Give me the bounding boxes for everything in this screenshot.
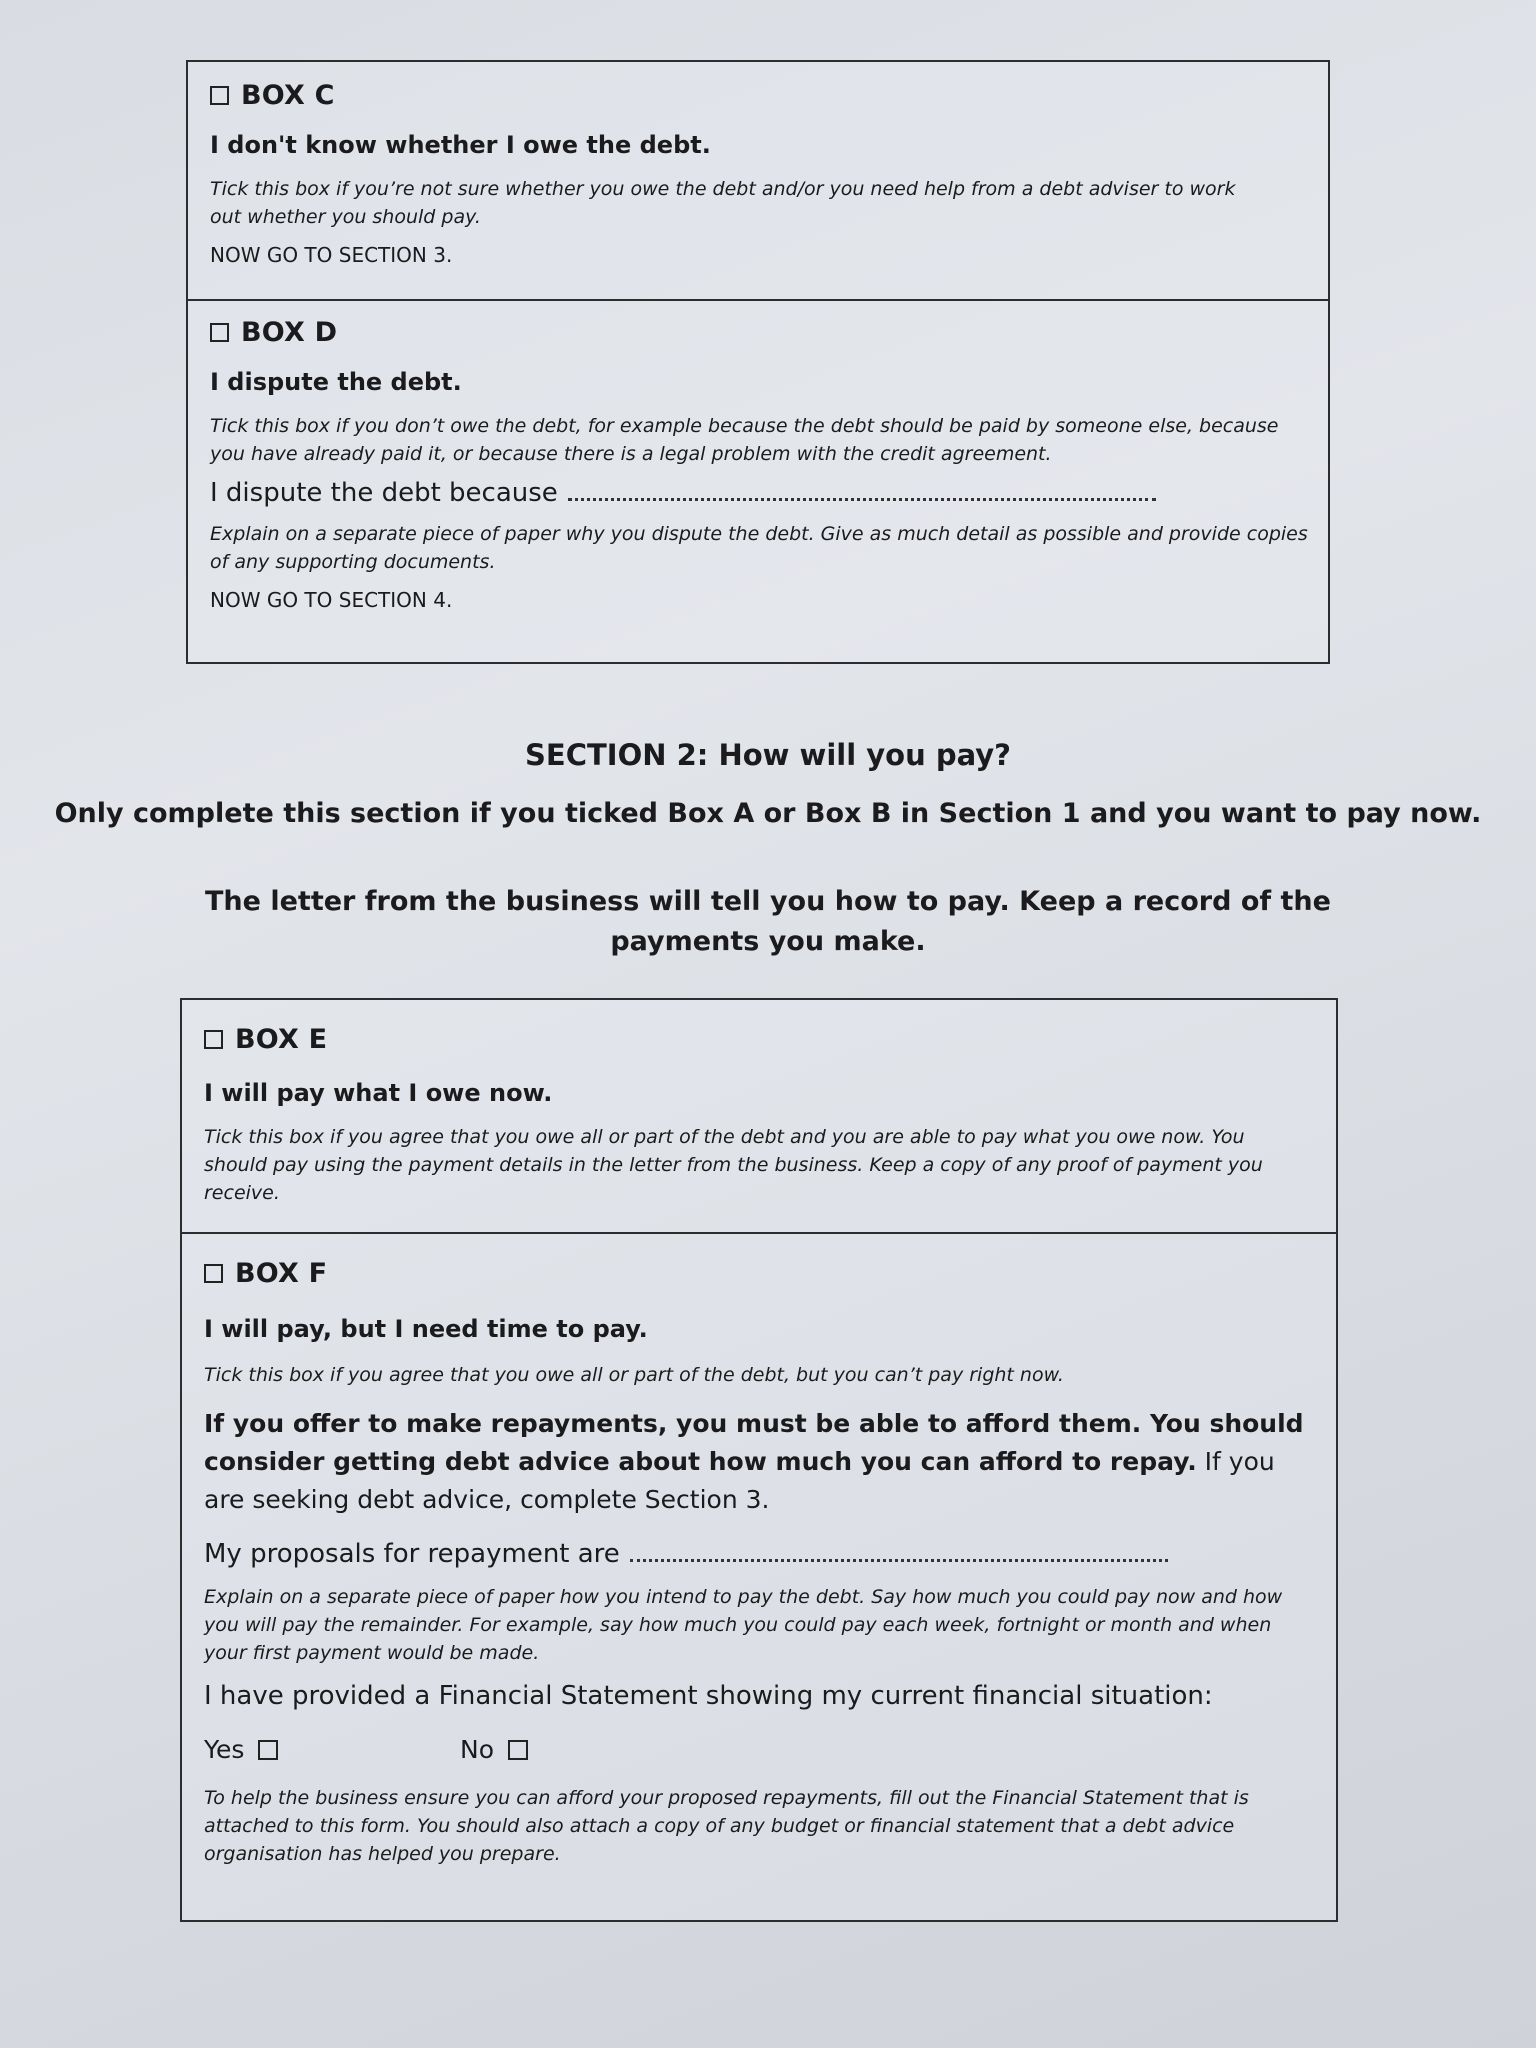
box-f-title: BOX F — [235, 1258, 328, 1289]
box-f-section — [182, 1232, 1336, 1920]
box-d-hint: Tick this box if you don’t owe the debt, for example because the debt should be paid by someone else, because you have already paid it, or because there is a legal problem with the credit agreement. — [210, 415, 1279, 465]
repayment-proposal-label: My proposals for repayment are — [204, 1539, 620, 1569]
box-e-title: BOX E — [235, 1024, 328, 1055]
box-e-checkbox[interactable] — [204, 1030, 223, 1049]
financial-statement-question: I have provided a Financial Statement showing my current financial situation: — [204, 1681, 1213, 1711]
box-d-checkbox[interactable] — [210, 323, 229, 342]
box-f-hint: Tick this box if you agree that you owe all or part of the debt, but you can’t pay right now. — [204, 1364, 1064, 1386]
box-f-checkbox[interactable] — [204, 1264, 223, 1283]
box-d-explain: Explain on a separate piece of paper why you dispute the debt. Give as much detail as possible and provide copies of any supporting documents. — [210, 523, 1308, 573]
section-2-title: SECTION 2: How will you pay? — [525, 738, 1011, 772]
box-d-header — [210, 317, 1306, 348]
dispute-reason-field[interactable] — [568, 484, 1156, 501]
box-e-f-frame — [180, 998, 1338, 1922]
box-d-statement: I dispute the debt. — [210, 368, 462, 396]
box-e-hint: Tick this box if you agree that you owe all or part of the debt and you are able to pay what you owe now. You should pay using the payment details in the letter from the business. Keep a copy of any proof of payment you receive. — [204, 1126, 1263, 1204]
dispute-reason-label: I dispute the debt because — [210, 478, 558, 508]
debt-advice-plain-text: If you are seeking debt advice, complete Section 3. — [204, 1447, 1275, 1514]
yes-checkbox[interactable] — [258, 1740, 278, 1760]
debt-advice-bold-text: If you offer to make repayments, you must be able to afford them. You should consider getting debt advice about how much you can afford to repay. — [204, 1409, 1304, 1476]
no-label: No — [460, 1735, 494, 1764]
box-f-explain: Explain on a separate piece of paper how you intend to pay the debt. Say how much you could pay now and how you will pay the remainder. For example, say how much you could pay each week, fortnight or month and when your first payment would be made. — [204, 1586, 1283, 1664]
repayment-proposal-row — [204, 1539, 1314, 1569]
box-f-header — [204, 1258, 1314, 1289]
box-c-instruction: NOW GO TO SECTION 3. — [210, 243, 453, 267]
box-d-title: BOX D — [241, 317, 338, 348]
no-option[interactable] — [460, 1735, 528, 1764]
box-f-statement: I will pay, but I need time to pay. — [204, 1315, 648, 1343]
section-2-note-line-1: The letter from the business will tell you how to pay. Keep a record of the — [205, 886, 1331, 917]
yes-no-row — [204, 1735, 1314, 1764]
box-e-statement: I will pay what I owe now. — [204, 1079, 553, 1107]
box-c-header — [210, 80, 1306, 111]
section-2-note-line-2: payments you make. — [610, 926, 926, 957]
yes-option[interactable] — [204, 1735, 460, 1764]
no-checkbox[interactable] — [508, 1740, 528, 1760]
box-c-d-frame — [186, 60, 1330, 664]
box-d-instruction: NOW GO TO SECTION 4. — [210, 588, 453, 612]
section-2-subtitle: Only complete this section if you ticked Box A or Box B in Section 1 and you want to pay now. — [54, 798, 1482, 829]
box-d-section — [188, 299, 1328, 662]
box-f-footer: To help the business ensure you can afford your proposed repayments, fill out the Financial Statement that is attached to this form. You should also attach a copy of any budget or financial statement that a debt advice organisation has helped you prepare. — [204, 1787, 1249, 1865]
repayment-proposal-field[interactable] — [630, 1545, 1168, 1562]
dispute-reason-row — [210, 478, 1306, 508]
yes-label: Yes — [204, 1735, 245, 1764]
debt-advice-paragraph — [204, 1405, 1314, 1519]
box-c-checkbox[interactable] — [210, 86, 229, 105]
box-e-section — [182, 1000, 1336, 1232]
box-c-hint: Tick this box if you’re not sure whether you owe the debt and/or you need help from a debt adviser to work out whether you should pay. — [210, 178, 1236, 228]
box-c-section — [188, 62, 1328, 299]
box-c-title: BOX C — [241, 80, 335, 111]
box-e-header — [204, 1024, 1314, 1055]
box-c-statement: I don't know whether I owe the debt. — [210, 131, 711, 159]
